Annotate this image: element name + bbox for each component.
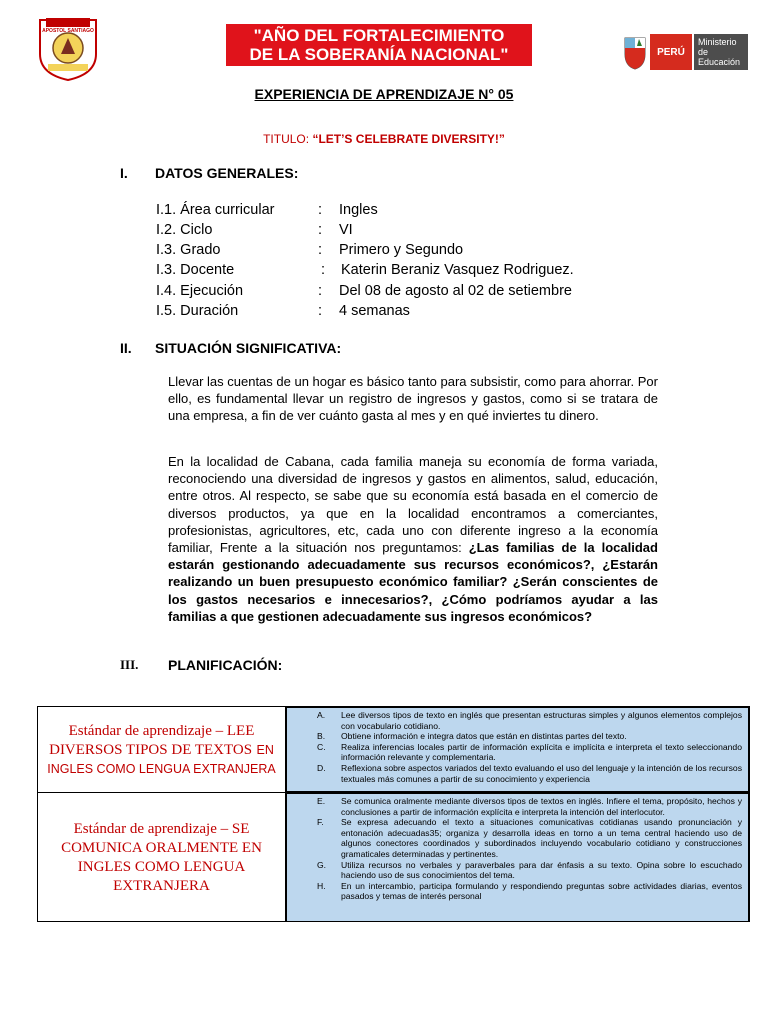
standard-text: Estándar de aprendizaje – LEE DIVERSOS TIPOS DE TEXTOS — [49, 722, 255, 758]
section-3-title: PLANIFICACIÓN: — [168, 657, 283, 673]
row-value: 4 semanas — [339, 303, 410, 319]
section-1-number: I. — [120, 165, 128, 181]
indicator-item: E. Se comunica oralmente mediante diversos tipos de textos en inglés. Infiere el tema, propósito, hechos y conclusiones a partir de información explícita e interpreta la intención del interlocutor. — [317, 796, 742, 817]
row-value: Primero y Segundo — [339, 242, 464, 258]
general-data-row: I.2. Ciclo : VI — [156, 222, 353, 238]
title-value: “LET’S CELEBRATE DIVERSITY!” — [312, 132, 505, 146]
row-label: I.1. Área curricular — [156, 202, 275, 218]
year-banner — [226, 24, 532, 66]
general-data-row: I.5. Duración : 4 semanas — [156, 303, 410, 319]
banner-line-2: DE LA SOBERANÍA NACIONAL" — [249, 45, 509, 64]
standard-text-cont: EN INGLES COMO LENGUA EXTRANJERA — [47, 742, 276, 776]
indicators-cell — [286, 707, 749, 792]
general-data-row: I.4. Ejecución : Del 08 de agosto al 02 de setiembre — [156, 283, 572, 299]
school-logo — [34, 14, 102, 82]
row-label: I.3. Docente — [156, 262, 235, 278]
peru-label: PERÚ — [650, 34, 692, 70]
ministry-line-1: Ministerio — [698, 37, 737, 47]
section-3-number: III. — [120, 657, 139, 672]
row-label: I.4. Ejecución — [156, 283, 244, 299]
indicator-item: G. Utiliza recursos no verbales y paraverbales para dar énfasis a su texto. Opina sobre lo escuchado haciendo uso de sus conocimientos del tema. — [317, 859, 742, 881]
section-2-title: SITUACIÓN SIGNIFICATIVA: — [155, 340, 342, 356]
title-label: TITULO — [263, 132, 306, 146]
section-1-title: DATOS GENERALES: — [155, 165, 299, 181]
indicator-item: D. Reflexiona sobre aspectos variados del texto evaluando el uso del lenguaje y la intención de los recursos textuales más comunes a partir de su conocimiento y experiencia — [317, 762, 742, 784]
ministry-line-2: de Educación — [698, 47, 741, 67]
general-data-row: I.1. Área curricular : Ingles — [156, 202, 378, 218]
activity-title: TITULO: “LET’S CELEBRATE DIVERSITY!” — [263, 132, 505, 146]
indicator-item: H. En un intercambio, participa formulando y respondiendo preguntas sobre actividades diarias, eventos pasados y temas de interés personal — [317, 880, 742, 902]
row-value: Del 08 de agosto al 02 de setiembre — [339, 283, 572, 299]
general-data-row: I.3. Docente : Katerin Beraniz Vasquez Rodriguez. — [156, 262, 574, 278]
row-value: Katerin Beraniz Vasquez Rodriguez. — [341, 262, 574, 278]
row-label: I.5. Duración — [156, 303, 239, 319]
section-2-number: II. — [120, 340, 132, 356]
row-value: Ingles — [339, 202, 378, 218]
paragraph-2-questions: ¿Las familias de la localidad estarán gestionando adecuadamente sus recursos económicos?, ¿Estarán realizando un buen presupuesto económico familiar? ¿Serán conscientes de los gastos necesarios e innecesarios?, ¿Cómo podríamos ayudar a las familias a que gestionen adecuadamente sus ingresos económicos? — [168, 540, 658, 624]
banner-line-1: "AÑO DEL FORTALECIMIENTO — [253, 26, 505, 45]
school-logo-text: APOSTOL SANTIAGO — [42, 28, 94, 34]
row-label: I.2. Ciclo — [156, 222, 213, 238]
peru-shield-icon — [622, 34, 648, 70]
table-row — [38, 792, 749, 922]
standard-cell — [38, 707, 286, 792]
ministry-label — [694, 34, 748, 70]
planning-table — [37, 706, 750, 922]
row-label: I.3. Grado — [156, 242, 221, 258]
indicator-item: A. Lee diversos tipos de texto en inglés que presentan estructuras simples y algunos elementos complejos con vocabulario cotidiano. — [317, 710, 742, 731]
document-title: EXPERIENCIA DE APRENDIZAJE N° 05 — [254, 86, 514, 102]
indicators-cell — [286, 793, 749, 922]
indicator-item: F. Se expresa adecuando el texto a situaciones comunicativas cotidianas usando pronunciación y entonación adecuadas35; organiza y desarrolla ideas en torno a un tema central haciendo uso de algunos conectores coordinados y subordinados incluyendo vocabulario cotidiano y construcciones gramaticales determinadas y pertinentes. — [317, 817, 742, 859]
standard-text: Estándar de aprendizaje – SE COMUNICA ORALMENTE EN INGLES COMO LENGUA EXTRANJERA — [61, 820, 262, 894]
paragraph-2 — [168, 453, 658, 625]
paragraph-1: Llevar las cuentas de un hogar es básico tanto para subsistir, como para ahorrar. Por ello, es fundamental llevar un registro de ingresos y gastos, como si se tratara de una empresa, a fin de ver cuánto gasta al mes y en qué inviertes tu dinero. — [168, 374, 658, 424]
table-row — [38, 707, 749, 792]
paragraph-2-text: En la localidad de Cabana, cada familia maneja su economía de forma variada, reconociendo una diversidad de ingresos y gastos en alimentos, salud, educación, entre otros. Al respecto, se sabe que su economía está basada en el comercio de diversos productos, ya que en la localidad encontramos a comerciantes, profesionistas, agricultores, etc, cada uno con diferente ingreso a la economía familiar, Frente a la situación nos preguntamos: — [168, 454, 658, 556]
indicator-item: B. Obtiene información e integra datos que están en distintas partes del texto. — [317, 731, 627, 742]
indicator-item: C. Realiza inferencias locales partir de información explícita e implícita e interpreta el texto seleccionando información relevante y complementaria. — [317, 741, 742, 763]
general-data-row: I.3. Grado : Primero y Segundo — [156, 242, 464, 258]
standard-cell — [38, 793, 286, 922]
row-value: VI — [339, 222, 353, 238]
